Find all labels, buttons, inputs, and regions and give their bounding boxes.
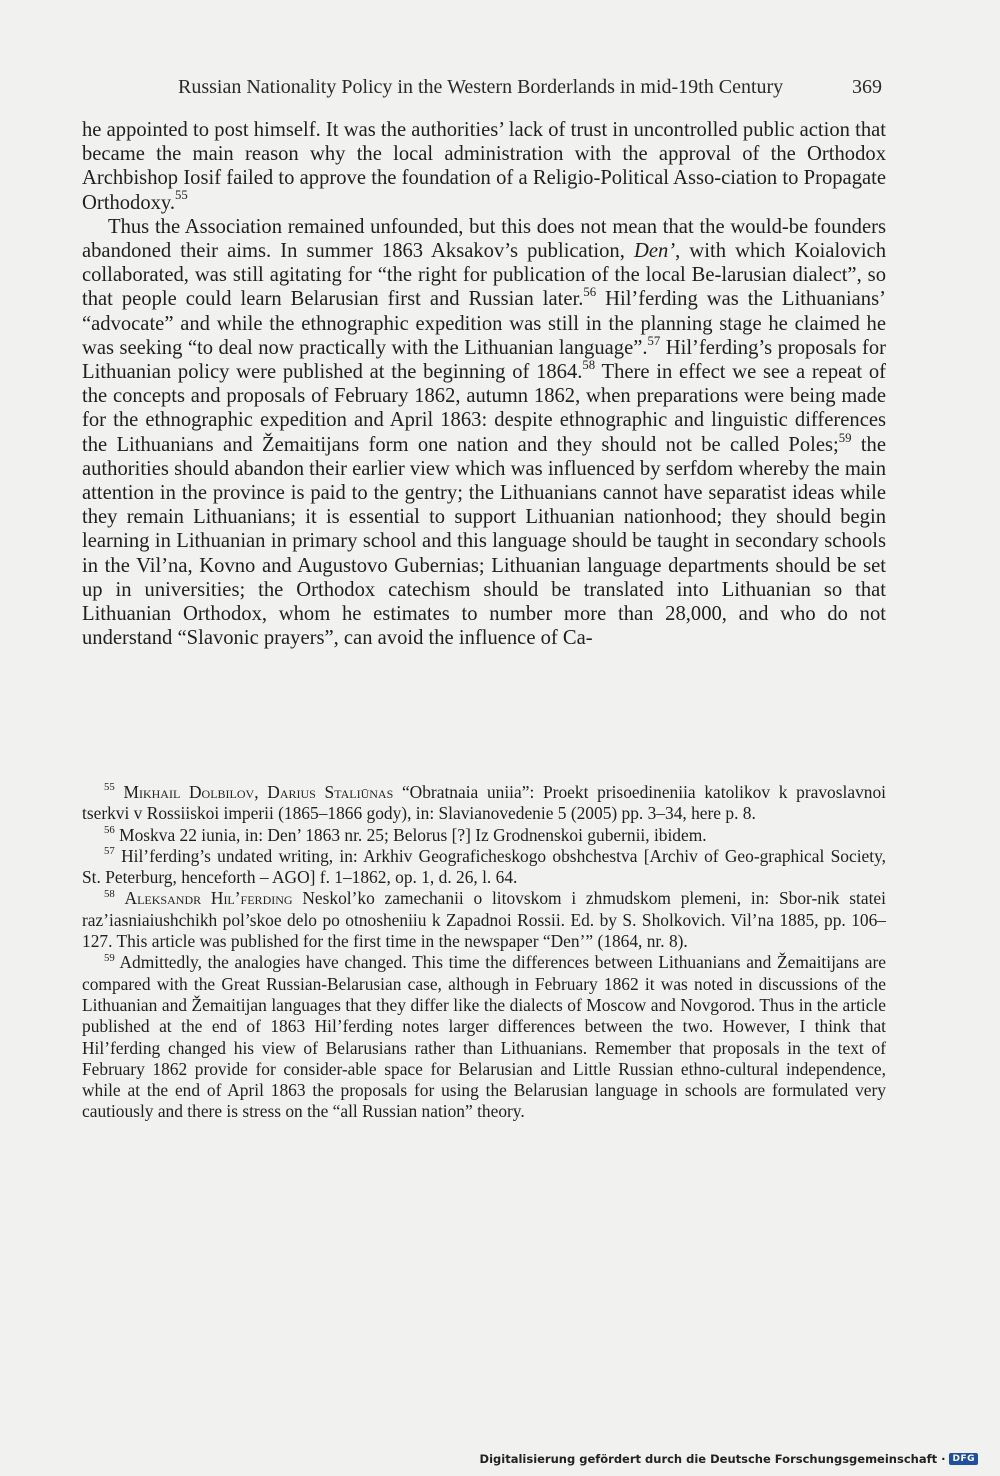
footnote-ref-58[interactable]: 58 — [582, 357, 596, 372]
footnote-ref-55[interactable]: 55 — [175, 188, 188, 203]
footnote-authors: Mikhail Dolbilov, Darius Staliūnas — [123, 782, 394, 802]
footnotes — [82, 782, 886, 1123]
footnote-author: Aleksandr Hil’ferding — [124, 888, 293, 909]
footnote-55: $^{55}$ Mikhail Dolbilov, Darius Staliūnas “Obratnaia uniia”: Proekt prisoedineniia katolikov k pravoslavnoi tserkvi v Rossiiskoi imperii (1865–1866 gody), in: Slavianovedenie 5 (2005) pp. 3–34, here p. 8. — [82, 781, 886, 824]
main-text — [82, 118, 886, 650]
footnote-ref-56[interactable]: 56 — [583, 285, 597, 300]
paragraph-2: Thus the Association remained unfounded, but this does not mean that the would-be founders abandoned their aims. In summer 1863 Aksakov’s publication, Den’, with which Koialovich collaborated, was still agitating for “the right for publication of the local Be-larusian dialect”, so that people could learn Belarusian first and Russian later.$^{56}$ Hil’ferding was the Lithuanians’ “advocate” and while the ethnographic expedition was still in the planning stage he claimed he was seeking “to deal now practically with the Lithuanian language”.$^{57}$ Hil’ferding’s proposals for Lithuanian policy were published at the beginning of 1864.58 There in effect we see a repeat of the concepts and proposals of February 1862, autumn 1862, when preparations were being made for the ethnographic expedition and April 1863: despite ethnographic and linguistic differences the Lithuanians and Žemaitijans form one nation and they should not be called Poles;$^{59}$ the authorities should abandon their earlier view which was influenced by serfdom whereby the main attention in the province is paid to the gentry; the Lithuanians cannot have separatist ideas while they remain Lithuanians; it is essential to support Lithuanian nationhood; they should begin learning in Lithuanian in primary school and this language should be taught in secondary schools in the Vil’na, Kovno and Augustovo Gubernias; Lithuanian language departments should be set up in universities; the Orthodox catechism should be translated into Lithuanian so that Lithuanian Orthodox, whom he estimates to number more than 28,000, and who do not understand “Slavonic prayers”, can avoid the influence of Ca- — [82, 215, 886, 650]
footnote-56: $^{56}$ Moskva 22 iunia, in: Den’ 1863 nr. 25; Belorus [?] Iz Grodnenskoi gubernii, ibidem. — [104, 823, 707, 845]
footnote-ref-57[interactable]: 57 — [647, 333, 661, 348]
footnote-59: $^{59}$ Admittedly, the analogies have changed. This time the differences between Lithuanians and Žemaitijans are compared with the Great Russian-Belarusian case, although in February 1862 it was noted in discussions of the Lithuanian and Žemaitijan languages that they differ like the dialects of Moscow and Novgorod. Thus in the article published at the end of 1863 Hil’ferding notes larger differences between the two. However, I think that Hil’ferding changed his view of Belarusians rather than Lithuanians. Remember that proposals in the text of February 1862 provide for consider-able space for Belarusian and Little Russian ethno-cultural independence, while at the end of April 1863 the proposals for using the Belarusian language in schools are formulated very cautiously and there is stress on the “all Russian nation” theory. — [82, 951, 886, 1122]
page-number: 369 — [852, 76, 882, 98]
footnote-ref-59[interactable]: 59 — [838, 430, 852, 445]
paragraph-1: he appointed to post himself. It was the authorities’ lack of trust in uncontrolled public action that became the main reason why the local administration with the approval of the Orthodox Archbishop Iosif failed to approve the foundation of a Religio-Political Asso-ciation to Propagate Orthodoxy.$^{55}$ — [82, 119, 886, 214]
footnote-58: $^{58}$ Aleksandr Hil’ferding Neskol’ko zamechanii o litovskom i zhmudskom plemeni, in: Sbor-nik statei raz’iasniaiushchikh pol’skoe delo po otnosheniiu k Zapadnoi Rossii. Ed. by S. Sholkovich. Vil’na 1885, pp. 106–127. This article was published for the first time in the newspaper “Den’” (1864, nr. 8). — [82, 887, 886, 952]
footnote-57: $^{57}$ Hil’ferding’s undated writing, in: Arkhiv Geograficheskogo obshchestva [Archiv of Geo-graphical Society, St. Peterburg, henceforth – AGO] f. 1–1862, op. 1, d. 26, l. 64. — [82, 845, 886, 888]
running-header-title: Russian Nationality Policy in the Western Borderlands in mid-19th Century — [178, 76, 784, 98]
dfg-logo-icon: DFG — [949, 1453, 978, 1465]
dfg-funding-banner — [480, 1452, 978, 1466]
publication-title: Den’ — [633, 240, 676, 263]
dfg-funding-text: Digitalisierung gefördert durch die Deutsche Forschungsgemeinschaft · — [479, 1452, 946, 1466]
